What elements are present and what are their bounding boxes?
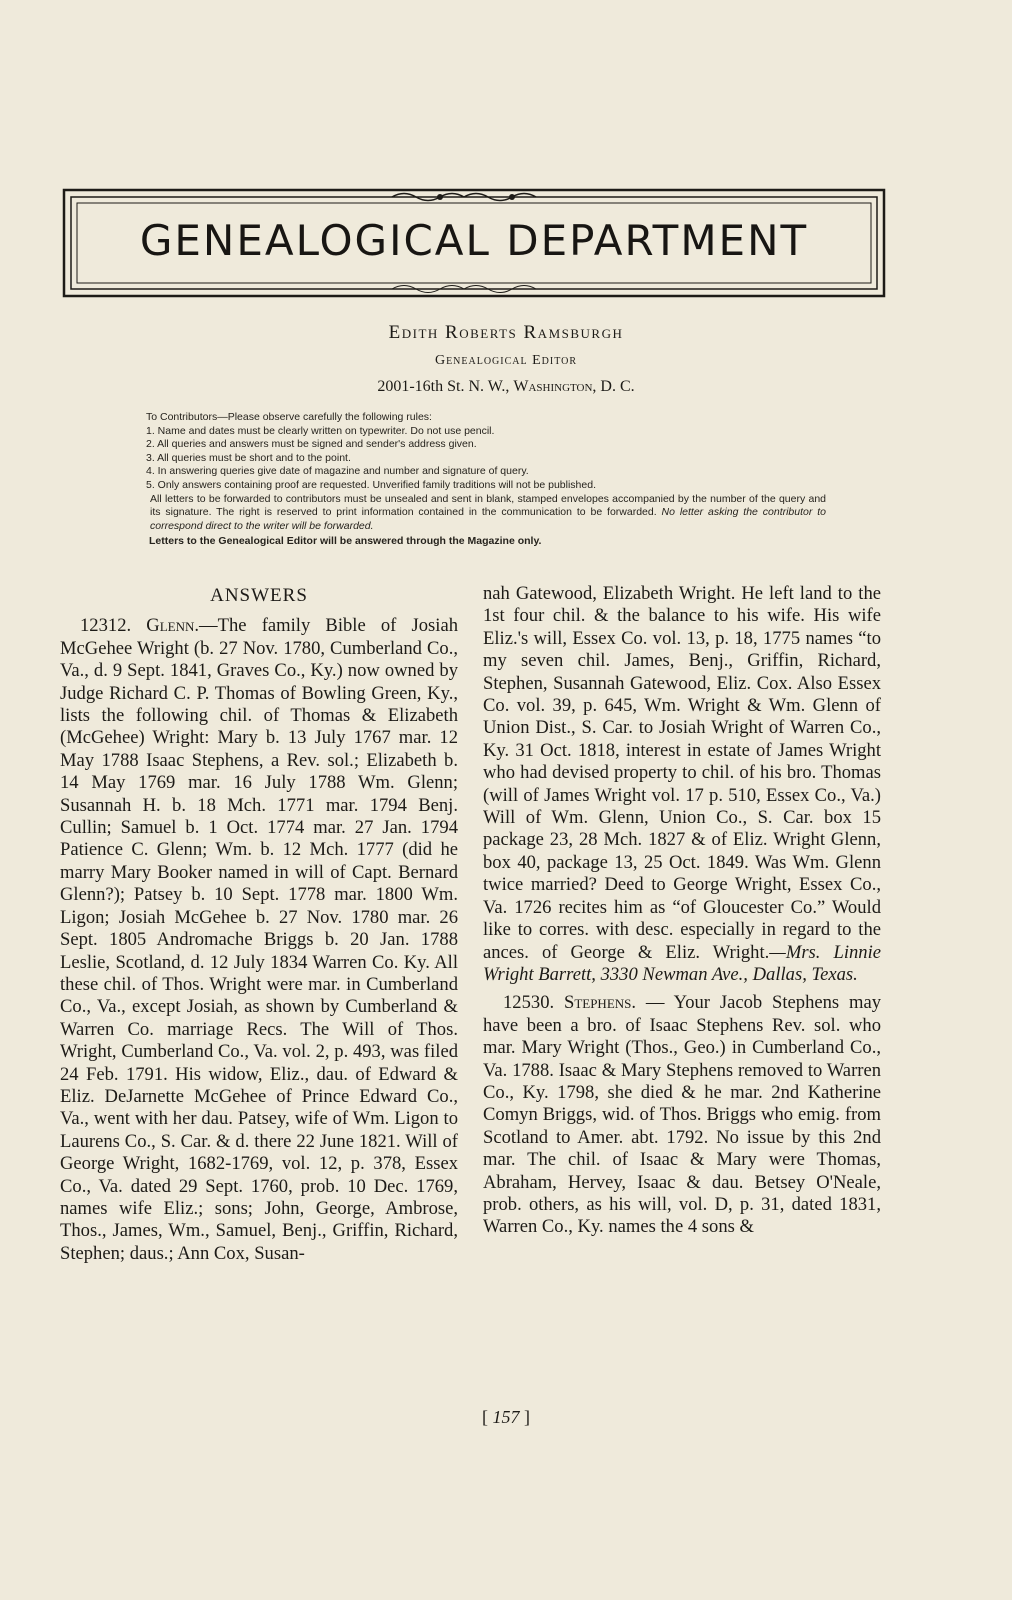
letters-note <box>146 493 826 534</box>
department-banner <box>62 188 886 298</box>
editor-address <box>0 378 1012 396</box>
rules-intro: To Contributors—Please observe carefully the following rules: <box>146 411 432 423</box>
answer-number: 12530. <box>503 992 564 1014</box>
page-close: ] <box>519 1407 530 1427</box>
answer-signature: —Mrs. Linnie Wright Barrett, 3330 Newman Ave., Dallas, Texas. <box>483 941 881 985</box>
editor-name: Edith Roberts Ramsburgh <box>388 322 624 343</box>
answer-12530 <box>483 992 881 1238</box>
editor-role: Genealogical Editor <box>434 353 578 368</box>
answer-number: 12312. <box>80 615 147 637</box>
answer-surname: Stephens. <box>563 992 637 1014</box>
page-num: 157 <box>492 1407 520 1427</box>
answer-12312-continued <box>483 583 881 986</box>
answer-body: — Your Jacob Stephens may have been a bro. of Isaac Stephens Rev. sol. who mar. Mary Wright (Thos., Geo.) in Cumberland Co., Va. 1788. Isaac & Mary Stephens removed to Warren Co., Ky. 1798, she died & he mar. 2nd Katherine Comyn Briggs, wid. of Thos. Briggs who emig. from Scotland to Amer. abt. 1792. No issue by this 2nd mar. The chil. of Isaac & Mary were Thomas, Abraham, Hervey, Isaac & dau. Betsey O'Neale, prob. others, as his will, vol. D, p. 31, dated 1831, Warren Co., Ky. names the 4 sons & <box>483 992 882 1238</box>
page-number <box>0 1407 1012 1428</box>
rule-item: 1. Name and dates must be clearly written on typewriter. Do not use pencil. <box>146 424 495 437</box>
department-title: GENEALOGICAL DEPARTMENT <box>139 216 809 265</box>
letters-note-text: All letters to be forwarded to contributors must be unsealed and sent in blank, stamped envelopes accompanied by the number of the query and its signature. The right is reserved to print information contained in the communication to be forwarded. <box>150 492 826 519</box>
answer-12312 <box>60 615 458 1265</box>
letters-note-italic: No letter asking the contributor to correspond direct to the writer will be forwarded. <box>150 506 827 532</box>
address-city: Washington, D. C. <box>513 378 635 395</box>
answer-surname: Glenn. <box>146 615 200 637</box>
column-left <box>60 585 458 1265</box>
rule-item: 2. All queries and answers must be signed and sender's address given. <box>146 438 477 451</box>
answer-body: —The family Bible of Josiah McGehee Wright (b. 27 Nov. 1780, Cumberland Co., Va., d. 9 Sept. 1841, Graves Co., Ky.) now owned by Judge Richard C. P. Thomas of Bowling Green, Ky., lists the following chil. of Thomas & Elizabeth (McGehee) Wright: Mary b. 13 July 1767 mar. 12 May 1788 Isaac Stephens, a Rev. sol.; Elizabeth b. 14 May 1769 mar. 16 July 1788 Wm. Glenn; Susannah H. b. 18 Mch. 1771 mar. 1794 Benj. Cullin; Samuel b. 1 Oct. 1774 mar. 27 Jan. 1794 Patience C. Glenn; Wm. b. 12 Mch. 1777 (did he marry Mary Booker named in will of Capt. Bernard Glenn?); Patsey b. 10 Sept. 1778 mar. 1800 Wm. Ligon; Josiah McGehee b. 27 Nov. 1780 mar. 26 Sept. 1805 Andromache Briggs b. 20 Jan. 1788 Leslie, Scotland, d. 12 July 1834 Warren Co. Ky. All these chil. of Thos. Wright were mar. in Cumberland Co., Va., except Josiah, as shown by Cumberland & Warren Co. marriage Recs. The Will of Thos. Wright, Cumberland Co., Va. vol. 2, p. 493, was filed 24 Feb. 1791. His widow, Eliz., dau. of Edward & Eliz. DeJarnette McGehee of Prince Edward Co., Va., went with her dau. Patsey, wife of Wm. Ligon to Laurens Co., S. Car. & d. there 22 June 1821. Will of George Wright, 1682-1769, vol. 12, p. 378, Essex Co., Va. dated 29 Sept. 1760, prob. 10 Dec. 1769, names wife Eliz.; sons; John, George, Ambrose, Thos., James, Wm., Samuel, Benj., Griffin, Richard, Stephen; daus.; Ann Cox, Susan- <box>60 615 458 1264</box>
page-open: [ <box>482 1407 493 1427</box>
column-right <box>483 583 881 1239</box>
answers-heading: ANSWERS <box>210 585 308 606</box>
address-street: 2001-16th St. N. W., <box>377 378 514 395</box>
rule-item: 4. In answering queries give date of magazine and number and signature of query. <box>146 465 529 478</box>
final-note: Letters to the Genealogical Editor will be answered through the Magazine only. <box>149 535 542 548</box>
contributor-rules <box>146 411 826 549</box>
answer-body: nah Gatewood, Elizabeth Wright. He left land to the 1st four chil. & the balance to his wife. His wife Eliz.'s will, Essex Co. vol. 13, p. 18, 1775 names “to my seven chil. James, Benj., Griffin, Richard, Stephen, Susannah Gatewood, Eliz. Cox. Also Essex Co. vol. 39, p. 645, Wm. Wright & Wm. Glenn of Union Dist., S. Car. to Josiah Wright of Warren Co., Ky. 31 Oct. 1818, interest in estate of James Wright who had devised property to chil. of his bro. Thomas (will of James Wright vol. 17 p. 510, Essex Co., Va.) Will of Wm. Glenn, Union Co., S. Car. box 15 package 23, 28 Mch. 1827 & of Eliz. Wright Glenn, box 40, package 13, 25 Oct. 1849. Was Wm. Glenn twice married? Deed to George Wright, Essex Co., Va. 1726 recites him as “of Gloucester Co.” Would like to corres. with desc. especially in regard to the ances. of George & Eliz. Wright. <box>483 583 881 963</box>
rule-item: 5. Only answers containing proof are requested. Unverified family traditions will not be published. <box>146 478 596 491</box>
rule-item: 3. All queries must be short and to the point. <box>146 451 351 464</box>
